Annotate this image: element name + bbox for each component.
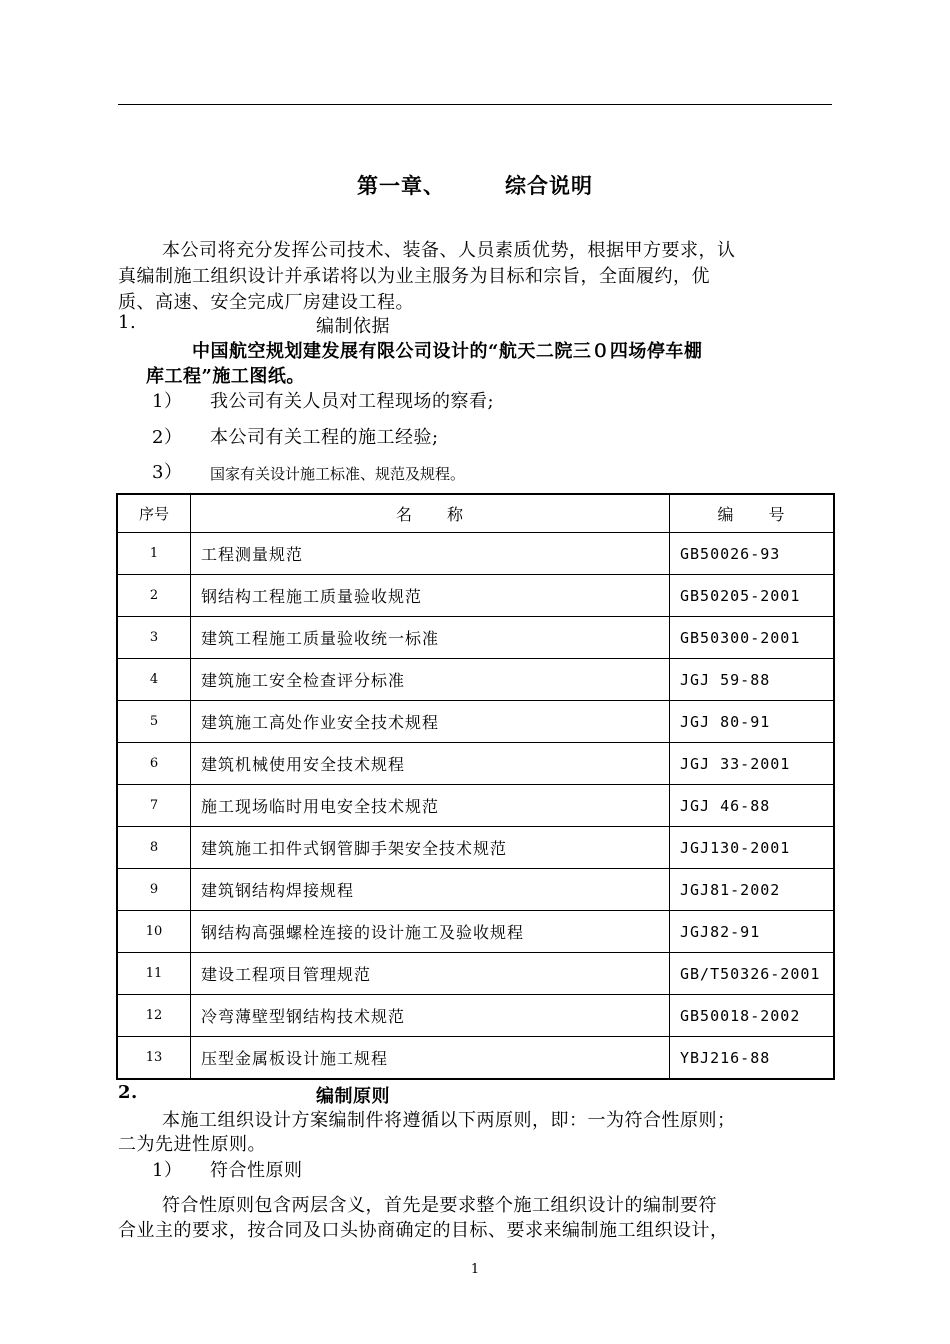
conformity-line-1: 符合性原则包含两层含义，首先是要求整个施工组织设计的编制要符 [162,1195,717,1216]
row-no: 10 [117,911,191,953]
principle-item-1-text: 符合性原则 [210,1160,303,1181]
row-no: 4 [117,659,191,701]
section2-number: 2. [118,1082,138,1103]
row-no: 3 [117,617,191,659]
basis-item-3-text: 国家有关设计施工标准、规范及规程。 [210,465,466,483]
row-name: 建筑工程施工质量验收统一标准 [191,617,670,659]
row-code: JGJ 80-91 [670,701,835,743]
chapter-label: 第一章、 [357,173,445,198]
basis-line-2: 库工程”施工图纸。 [146,366,305,387]
row-name: 冷弯薄壁型钢结构技术规范 [191,995,670,1037]
row-code: GB/T50326-2001 [670,953,835,995]
table-row [117,911,834,953]
table-row [117,743,834,785]
row-name: 建筑施工安全检查评分标准 [191,659,670,701]
table-row [117,701,834,743]
row-name: 施工现场临时用电安全技术规范 [191,785,670,827]
table-row [117,869,834,911]
basis-item-1-text: 我公司有关人员对工程现场的察看; [210,391,495,412]
basis-item-1-num: 1） [152,391,183,412]
row-code: GB50026-93 [670,533,835,575]
row-code: YBJ216-88 [670,1037,835,1080]
conformity-line-2: 合业主的要求，按合同及口头协商确定的目标、要求来编制施工组织设计， [118,1220,729,1241]
section1-heading: 编制依据 [316,316,390,337]
row-code: JGJ82-91 [670,911,835,953]
row-name: 建筑钢结构焊接规程 [191,869,670,911]
row-no: 5 [117,701,191,743]
basis-item-2-text: 本公司有关工程的施工经验; [210,427,439,448]
header-code: 编 号 [670,494,835,533]
header-name: 名 称 [191,494,670,533]
section2-heading: 编制原则 [316,1086,390,1107]
row-no: 8 [117,827,191,869]
basis-item-3-num: 3） [152,462,183,483]
principle-item-1-num: 1） [152,1160,183,1181]
table-row [117,1037,834,1080]
row-no: 11 [117,953,191,995]
row-code: JGJ 33-2001 [670,743,835,785]
row-name: 钢结构高强螺栓连接的设计施工及验收规程 [191,911,670,953]
row-name: 建筑施工扣件式钢管脚手架安全技术规范 [191,827,670,869]
page-number: 1 [470,1262,480,1277]
row-code: GB50018-2002 [670,995,835,1037]
row-name: 建筑机械使用安全技术规程 [191,743,670,785]
row-name: 工程测量规范 [191,533,670,575]
header-no: 序号 [117,494,191,533]
table-row [117,575,834,617]
table-header-row [117,494,834,533]
row-code: GB50205-2001 [670,575,835,617]
chapter-heading: 综合说明 [505,173,593,198]
row-no: 13 [117,1037,191,1080]
table-row [117,995,834,1037]
intro-line-1: 本公司将充分发挥公司技术、装备、人员素质优势，根据甲方要求，认 [162,240,736,261]
row-code: JGJ 46-88 [670,785,835,827]
row-name: 建筑施工高处作业安全技术规程 [191,701,670,743]
table-row [117,785,834,827]
row-no: 9 [117,869,191,911]
basis-item-2-num: 2） [152,427,183,448]
row-name: 建设工程项目管理规范 [191,953,670,995]
principle-line-1: 本施工组织设计方案编制件将遵循以下两原则，即：一为符合性原则； [162,1110,736,1131]
intro-line-3: 质、高速、安全完成厂房建设工程。 [118,292,414,313]
table-row [117,827,834,869]
row-no: 2 [117,575,191,617]
row-code: JGJ81-2002 [670,869,835,911]
table-row [117,617,834,659]
section1-number: 1. [118,312,137,333]
chapter-title [0,170,950,200]
row-no: 6 [117,743,191,785]
intro-line-2: 真编制施工组织设计并承诺将以为业主服务为目标和宗旨，全面履约，优 [118,266,710,287]
header-rule [118,104,832,105]
row-no: 7 [117,785,191,827]
row-name: 压型金属板设计施工规程 [191,1037,670,1080]
row-code: JGJ130-2001 [670,827,835,869]
standards-table [116,493,835,1080]
row-code: JGJ 59-88 [670,659,835,701]
table-row [117,533,834,575]
row-no: 1 [117,533,191,575]
row-no: 12 [117,995,191,1037]
basis-line-1: 中国航空规划建发展有限公司设计的“航天二院三０四场停车棚 [192,341,703,362]
principle-line-2: 二为先进性原则。 [118,1134,266,1155]
row-name: 钢结构工程施工质量验收规范 [191,575,670,617]
table-row [117,953,834,995]
table-row [117,659,834,701]
row-code: GB50300-2001 [670,617,835,659]
